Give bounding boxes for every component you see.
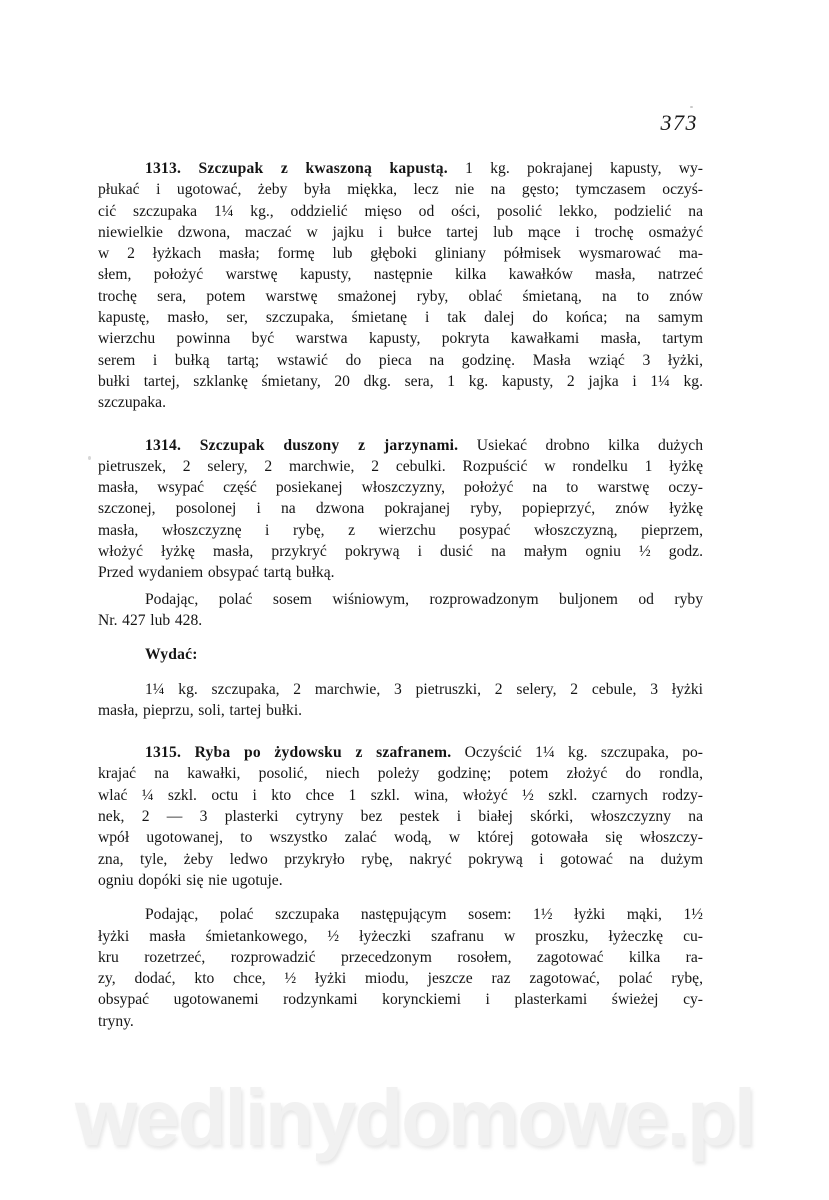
text-run: 1 kg. pokrajanej kapusty, wy- <box>447 160 704 177</box>
text-line: 1¼ kg. szczupaka, 2 marchwie, 3 pietruszki, 2 selery, 2 cebule, 3 łyżki <box>145 680 703 698</box>
subheading-wydac <box>98 644 703 665</box>
subheading-wydac-heading: Wydać: <box>145 646 198 664</box>
text-line: masła, pieprzu, soli, tartej bułki. <box>98 701 303 719</box>
text-line: włożyć łyżkę masła, przykryć pokrywą i dusić na małym ogniu ½ godz. <box>98 543 703 561</box>
text-line: masła, włoszczyznę i rybę, z wierzchu posypać włoszczyzną, pieprzem, <box>98 521 703 539</box>
text-run: Usiekać drobno kilka dużych <box>458 436 703 454</box>
recipe-1313 <box>98 158 703 414</box>
text-line: wpół ugotowanej, to wszystko zalać wodą, w której gotowała się włoszczy- <box>98 829 703 847</box>
text-line <box>98 742 703 763</box>
text-line <box>98 644 703 665</box>
recipe-1313-heading: 1313. Szczupak z kwaszoną kapustą. <box>145 160 448 177</box>
text-line: słem, położyć warstwę kapusty, następnie kilka kawałków masła, natrzeć <box>98 266 703 284</box>
text-line <box>98 435 703 456</box>
text-line: zna, tyle, żeby ledwo przykryło rybę, nakryć pokrywą i gotować na dużym <box>98 850 703 868</box>
text-line: kapustę, masło, ser, szczupaka, śmietanę i tak dalej do końca; na samym <box>98 309 703 327</box>
recipe-1314-heading: 1314. Szczupak duszony z jarzynami. <box>145 436 459 454</box>
recipe-1315 <box>98 742 703 891</box>
text-line: szczonej, posolonej i na dzwona pokrajanej ryby, popieprzyć, znów łyżkę <box>98 500 703 518</box>
text-line: niewielkie dzwona, maczać w jajku i bułce tartej lub mące i trochę osmażyć <box>98 223 703 241</box>
text-line: zy, dodać, kto chce, ½ łyżki miodu, jeszcze raz zagotować, polać rybę, <box>98 970 703 988</box>
text-line: pietruszek, 2 selery, 2 marchwie, 2 cebulki. Rozpuścić w rondelku 1 łyżkę <box>98 457 703 475</box>
text-line: wlać ¼ szkl. octu i kto chce 1 szkl. wina, włożyć ½ szkl. czarnych rodzy- <box>98 786 703 804</box>
text-line: trochę sera, potem warstwę smażonej ryby, oblać śmietaną, na to znów <box>98 287 703 305</box>
text-line: kru rozetrzeć, rozprowadzić przecedzonym rosołem, zagotować kilka ra- <box>98 948 703 966</box>
text-run: Oczyścić 1¼ kg. szczupaka, po- <box>451 744 703 762</box>
text-line: w 2 łyżkach masła; formę lub głęboki gliniany półmisek wysmarować ma- <box>98 245 703 263</box>
text-line: ogniu dopóki się nie ugotuje. <box>98 871 283 889</box>
text-column <box>98 158 703 1032</box>
text-line: nek, 2 — 3 plasterki cytryny bez pestek i białej skórki, włoszczyzny na <box>98 808 703 826</box>
text-line: wierzchu powinna być warstwa kapusty, pokryta kawałkami masła, tartym <box>98 330 703 348</box>
text-line: masła, wsypać część posiekanej włoszczyzny, położyć na to warstwę oczy- <box>98 479 703 497</box>
text-line <box>98 158 703 179</box>
text-line: Nr. 427 lub 428. <box>98 611 203 629</box>
text-line: cić szczupaka 1¼ kg., oddzielić mięso od ości, posolić lekko, podzielić na <box>98 202 703 220</box>
recipe-1314 <box>98 435 703 584</box>
para-sauce-1314 <box>98 589 703 632</box>
text-line: bułki tartej, szklankę śmietany, 20 dkg. sera, 1 kg. kapusty, 2 jajka i 1¼ kg. <box>98 372 703 390</box>
para-sauce-1315 <box>98 904 703 1032</box>
site-watermark: wedlinydomowe.pl <box>74 1073 755 1162</box>
para-ingredients-1314 <box>98 679 703 722</box>
text-line: Podając, polać szczupaka następującym sosem: 1½ łyżki mąki, 1½ <box>145 906 703 924</box>
scan-speck <box>690 106 693 108</box>
text-line: szczupaka. <box>98 394 166 412</box>
text-line: krajać na kawałki, posolić, niech poleży godzinę; potem złożyć do rondla, <box>98 765 703 783</box>
scan-speck <box>88 456 91 460</box>
text-line: tryny. <box>98 1012 134 1030</box>
page-number: 373 <box>660 110 698 135</box>
text-line: Przed wydaniem obsypać tartą bułką. <box>98 564 335 582</box>
text-line: serem i bułką tartą; wstawić do pieca na godzinę. Masła wziąć 3 łyżki, <box>98 351 703 369</box>
text-line: płukać i ugotować, żeby była miękka, lecz nie na gęsto; tymczasem oczyś- <box>98 181 703 199</box>
recipe-1315-heading: 1315. Ryba po żydowsku z szafranem. <box>145 744 452 762</box>
text-line: łyżki masła śmietankowego, ½ łyżeczki szafranu w proszku, łyżeczkę cu- <box>98 927 703 945</box>
text-line: Podając, polać sosem wiśniowym, rozprowadzonym buljonem od ryby <box>145 590 703 608</box>
text-line: obsypać ugotowanemi rodzynkami korynckiemi i plasterkami świeżej cy- <box>98 991 703 1009</box>
